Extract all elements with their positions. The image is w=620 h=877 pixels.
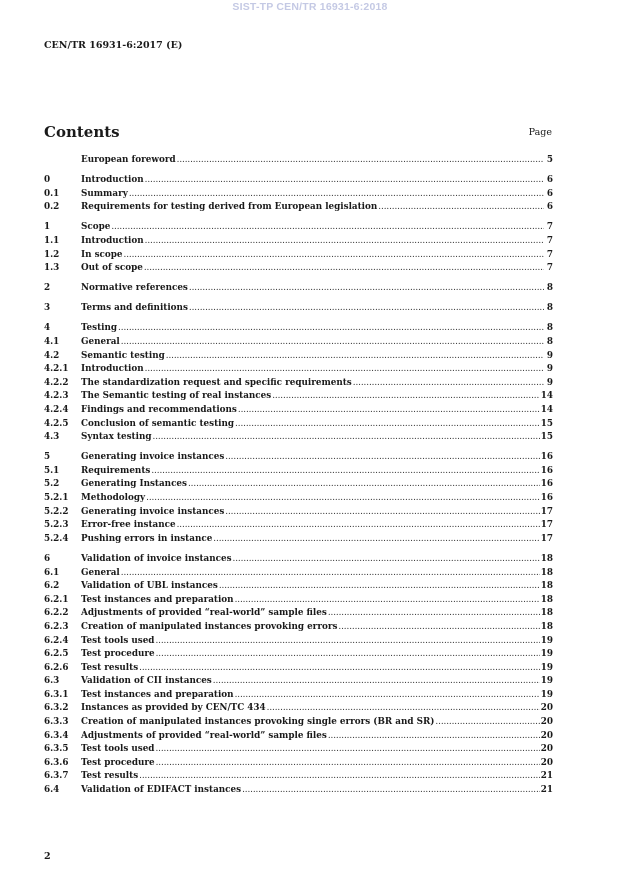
toc-entry-page: 6 [546, 202, 553, 213]
toc-entry-page: 19 [540, 689, 553, 700]
toc-entry-page: 17 [540, 533, 553, 544]
toc-entry[interactable] [44, 479, 553, 493]
toc-entry-title: Test procedure [81, 757, 155, 768]
toc-entry-title: Error-free instance [81, 520, 176, 531]
toc-leader-dots [242, 785, 540, 797]
toc-entry-number: 2 [44, 283, 51, 294]
toc-leader-dots [353, 378, 544, 390]
toc-leader-dots [338, 622, 539, 634]
toc-entry[interactable] [44, 175, 553, 189]
toc-entry-page: 16 [540, 493, 553, 504]
toc-entry-title: Generating invoice instances [81, 452, 225, 463]
toc-leader-dots [139, 663, 540, 675]
toc-leader-dots [189, 283, 544, 295]
toc-entry-page: 19 [540, 635, 553, 646]
toc-leader-dots [235, 419, 540, 431]
toc-entry-page: 20 [540, 703, 553, 714]
toc-entry[interactable] [44, 364, 553, 378]
toc-entry-title: Generating invoice instances [81, 506, 225, 517]
toc-leader-dots [267, 703, 540, 715]
toc-entry[interactable] [44, 283, 553, 297]
toc-entry-title: Introduction [81, 235, 144, 246]
toc-entry-number: 0 [44, 175, 51, 186]
toc-entry-number: 5 [44, 452, 51, 463]
toc-entry-title: The Semantic testing of real instances [81, 391, 272, 402]
toc-entry-page: 7 [546, 249, 553, 260]
toc-entry-number: 5.2 [44, 479, 60, 490]
toc-entry-number: 4.2.4 [44, 405, 69, 415]
toc-leader-dots [233, 554, 540, 566]
toc-entry-page: 18 [540, 594, 553, 605]
toc-entry-page: 18 [540, 567, 553, 578]
toc-leader-dots [219, 581, 540, 593]
toc-leader-dots [144, 263, 544, 275]
toc-entry-number: 1 [44, 222, 51, 233]
toc-entry-page: 8 [546, 337, 553, 348]
toc-entry[interactable] [44, 236, 553, 250]
toc-entry[interactable] [44, 507, 553, 521]
toc-entry-title: Test procedure [81, 649, 155, 660]
toc-leader-dots [188, 479, 540, 491]
toc-entry-number: 3 [44, 303, 51, 314]
toc-entry-page: 17 [540, 520, 553, 531]
toc-entry-number: 6.2.1 [44, 594, 69, 605]
toc-entry-title: Introduction [81, 175, 144, 186]
toc-entry[interactable] [44, 649, 553, 663]
toc-entry[interactable] [44, 432, 553, 446]
toc-entry-number: 4.2 [44, 350, 60, 361]
toc-entry-title: Creation of manipulated instances provoking single errors (BR and SR) [81, 717, 435, 728]
toc-entry-title: Validation of invoice instances [81, 553, 232, 564]
toc-entry-title: Generating Instances [81, 479, 187, 490]
toc-entry-title: Validation of CII instances [81, 676, 212, 687]
toc-entry-title: Creation of manipulated instances provoking errors [81, 621, 338, 632]
toc-entry[interactable] [44, 250, 553, 264]
watermark: SIST-TP CEN/TR 16931-6:2018 [232, 1, 388, 13]
toc-entry-page: 18 [540, 621, 553, 632]
toc-entry-number: 4.2.3 [44, 391, 69, 402]
toc-entry-number: 4.3 [44, 432, 60, 443]
toc-leader-dots [238, 405, 540, 417]
toc-leader-dots [177, 520, 540, 532]
toc-entry[interactable] [44, 378, 553, 392]
toc-entry-number: 5.2.1 [44, 493, 69, 504]
toc-entry[interactable] [44, 717, 553, 731]
toc-entry-number: 1.3 [44, 263, 60, 274]
toc-entry-number: 6.3 [44, 676, 60, 687]
toc-entry[interactable] [44, 189, 553, 203]
toc-leader-dots [124, 250, 545, 262]
toc-entry[interactable] [44, 323, 553, 337]
toc-entry[interactable] [44, 520, 553, 534]
toc-leader-dots [328, 731, 540, 743]
toc-entry-title: Validation of UBL instances [81, 581, 218, 592]
toc-entry[interactable] [44, 466, 553, 480]
toc-entry-page: 18 [540, 581, 553, 592]
toc-entry-page: 9 [546, 350, 553, 361]
toc-entry-title: Syntax testing [81, 432, 152, 443]
toc-entry-title: The standardization request and specific requirements [81, 377, 352, 388]
toc-entry-title: Instances as provided by CEN/TC 434 [81, 703, 266, 714]
toc-entry-page: 18 [540, 608, 553, 619]
toc-entry-page: 8 [546, 323, 553, 334]
toc-entry[interactable] [44, 676, 553, 690]
toc-entry-page: 18 [540, 553, 553, 564]
toc-entry-title: Normative references [81, 283, 188, 294]
toc-entry-page: 19 [540, 662, 553, 673]
toc-leader-dots [166, 351, 544, 363]
toc-entry[interactable] [44, 554, 553, 568]
toc-leader-dots [145, 364, 544, 376]
toc-entry-page: 20 [540, 757, 553, 768]
toc-entry-number: 6.2.5 [44, 649, 69, 660]
toc-leader-dots [235, 595, 540, 607]
toc-entry-title: In scope [81, 249, 123, 260]
toc-entry-page: 19 [540, 649, 553, 660]
toc-entry[interactable] [44, 595, 553, 609]
toc-entry-number: 6.2.4 [44, 635, 69, 646]
toc-entry-title: Test tools used [81, 635, 155, 646]
toc-entry-number: 6.2 [44, 581, 60, 592]
toc-entry[interactable] [44, 155, 553, 169]
toc-entry-number: 0.1 [44, 188, 60, 199]
toc-entry-page: 15 [540, 418, 553, 429]
toc-entry[interactable] [44, 636, 553, 650]
toc-entry-number: 6.3.7 [44, 771, 69, 782]
toc-entry-page: 19 [540, 676, 553, 687]
toc-entry[interactable] [44, 405, 553, 419]
toc-entry[interactable] [44, 419, 553, 433]
page-number: 2 [44, 851, 51, 862]
toc-entry-page: 8 [546, 303, 553, 314]
toc-leader-dots [121, 337, 544, 349]
toc-entry[interactable] [44, 581, 553, 595]
toc-entry-title: Introduction [81, 364, 144, 375]
toc-entry[interactable] [44, 690, 553, 704]
toc-leader-dots [177, 155, 544, 167]
toc-entry-title: Test tools used [81, 744, 155, 755]
toc-leader-dots [153, 432, 540, 444]
toc-entry-number: 6.3.4 [44, 730, 69, 741]
toc-entry[interactable] [44, 351, 553, 365]
toc-entry-title: General [81, 337, 120, 348]
toc-entry-page: 5 [546, 155, 553, 165]
toc-entry-page: 7 [546, 263, 553, 274]
toc-entry-page: 21 [540, 771, 553, 782]
toc-entry-title: European foreword [81, 155, 176, 165]
toc-leader-dots [235, 690, 540, 702]
toc-entry-number: 5.1 [44, 465, 60, 476]
toc-leader-dots [435, 717, 539, 729]
toc-leader-dots [156, 649, 540, 661]
toc-entry-number: 4.2.1 [44, 364, 69, 375]
toc-entry[interactable] [44, 303, 553, 317]
toc-entry-page: 16 [540, 452, 553, 463]
toc-entry-number: 4.1 [44, 337, 60, 348]
toc-entry-title: Methodology [81, 493, 146, 504]
toc-leader-dots [129, 189, 544, 201]
toc-entry-page: 7 [546, 235, 553, 246]
toc-entry[interactable] [44, 202, 553, 216]
toc-entry-title: Requirements [81, 465, 151, 476]
toc-entry-title: Adjustments of provided “real-world” sample files [81, 730, 327, 741]
contents-title: Contents [44, 123, 120, 141]
toc-entry-title: Out of scope [81, 263, 143, 274]
toc-leader-dots [189, 303, 544, 315]
toc-entry-page: 9 [546, 377, 553, 388]
toc-entry-title: Findings and recommendations [81, 405, 237, 415]
toc-entry-title: Test results [81, 771, 139, 782]
toc-entry[interactable] [44, 337, 553, 351]
toc-entry-page: 6 [546, 175, 553, 186]
toc-leader-dots [121, 568, 540, 580]
toc-entry-page: 20 [540, 730, 553, 741]
toc-entry-title: Testing [81, 323, 118, 334]
toc-leader-dots [213, 534, 539, 546]
toc-entry[interactable] [44, 744, 553, 758]
toc-entry-number: 6.3.1 [44, 689, 69, 700]
toc-entry-number: 6.4 [44, 785, 60, 796]
toc-entry[interactable] [44, 785, 553, 799]
toc-entry-page: 9 [546, 364, 553, 375]
toc-entry-number: 6.2.3 [44, 621, 69, 632]
toc-entry-page: 7 [546, 222, 553, 233]
page-column-heading: Page [528, 127, 552, 138]
toc-entry-number: 6.2.2 [44, 608, 69, 619]
toc-entry[interactable] [44, 663, 553, 677]
toc-leader-dots [111, 222, 544, 234]
toc-entry-number: 6.3.2 [44, 703, 69, 714]
toc-entry-title: Requirements for testing derived from European legislation [81, 202, 378, 213]
toc-leader-dots [145, 236, 544, 248]
toc-entry-page: 16 [540, 465, 553, 476]
toc-entry-page: 14 [540, 405, 553, 415]
toc-leader-dots [225, 507, 539, 519]
toc-entry-number: 5.2.4 [44, 533, 69, 544]
toc-entry-title: Summary [81, 188, 128, 199]
toc-entry-number: 4.2.2 [44, 377, 69, 388]
toc-entry-title: Test instances and preparation [81, 689, 234, 700]
toc-entry-title: General [81, 567, 120, 578]
toc-entry-number: 4 [44, 323, 51, 334]
toc-entry-number: 6.3.5 [44, 744, 69, 755]
toc-entry[interactable] [44, 608, 553, 622]
toc-entry-page: 21 [540, 785, 553, 796]
toc-entry-number: 6.2.6 [44, 662, 69, 673]
toc-entry-page: 17 [540, 506, 553, 517]
toc-entry[interactable] [44, 771, 553, 785]
toc-entry[interactable] [44, 493, 553, 507]
toc-entry-page: 8 [546, 283, 553, 294]
toc-entry[interactable] [44, 391, 553, 405]
toc-entry[interactable] [44, 263, 553, 277]
toc-leader-dots [155, 744, 539, 756]
toc-entry[interactable] [44, 622, 553, 636]
toc-entry[interactable] [44, 222, 553, 236]
toc-entry-title: Adjustments of provided “real-world” sample files [81, 608, 327, 619]
table-of-contents [44, 155, 553, 799]
toc-entry-title: Scope [81, 222, 111, 233]
toc-leader-dots [139, 771, 540, 783]
toc-entry-page: 20 [540, 744, 553, 755]
toc-entry-number: 6.1 [44, 567, 60, 578]
toc-leader-dots [146, 493, 540, 505]
toc-entry-title: Test results [81, 662, 139, 673]
toc-leader-dots [213, 676, 540, 688]
toc-entry-number: 0.2 [44, 202, 60, 213]
toc-entry-number: 1.2 [44, 249, 60, 260]
toc-entry-number: 5.2.2 [44, 506, 69, 517]
toc-entry[interactable] [44, 758, 553, 772]
toc-entry-number: 1.1 [44, 235, 60, 246]
toc-entry-title: Conclusion of semantic testing [81, 418, 235, 429]
toc-entry-number: 6.3.3 [44, 717, 69, 728]
toc-entry-number: 6 [44, 553, 51, 564]
toc-leader-dots [151, 466, 539, 478]
toc-entry-title: Semantic testing [81, 350, 165, 361]
toc-entry[interactable] [44, 568, 553, 582]
toc-leader-dots [118, 323, 544, 335]
toc-entry-number: 5.2.3 [44, 520, 69, 531]
toc-leader-dots [272, 391, 540, 403]
toc-entry[interactable] [44, 703, 553, 717]
toc-entry-title: Validation of EDIFACT instances [81, 785, 242, 796]
toc-entry-title: Terms and definitions [81, 303, 188, 314]
toc-entry[interactable] [44, 731, 553, 745]
toc-entry-title: Pushing errors in instance [81, 533, 213, 544]
toc-leader-dots [225, 452, 539, 464]
toc-entry-title: Test instances and preparation [81, 594, 234, 605]
toc-leader-dots [156, 758, 540, 770]
toc-leader-dots [328, 608, 540, 620]
toc-entry-page: 6 [546, 188, 553, 199]
toc-entry[interactable] [44, 452, 553, 466]
toc-entry-page: 20 [540, 717, 553, 728]
document-reference: CEN/TR 16931-6:2017 (E) [44, 40, 183, 51]
toc-leader-dots [155, 636, 539, 648]
toc-entry-number: 6.3.6 [44, 757, 69, 768]
toc-leader-dots [378, 202, 544, 214]
toc-entry-page: 15 [540, 432, 553, 443]
toc-entry[interactable] [44, 534, 553, 548]
toc-entry-page: 16 [540, 479, 553, 490]
toc-entry-page: 14 [540, 391, 553, 402]
toc-leader-dots [145, 175, 544, 187]
toc-entry-number: 4.2.5 [44, 418, 69, 429]
